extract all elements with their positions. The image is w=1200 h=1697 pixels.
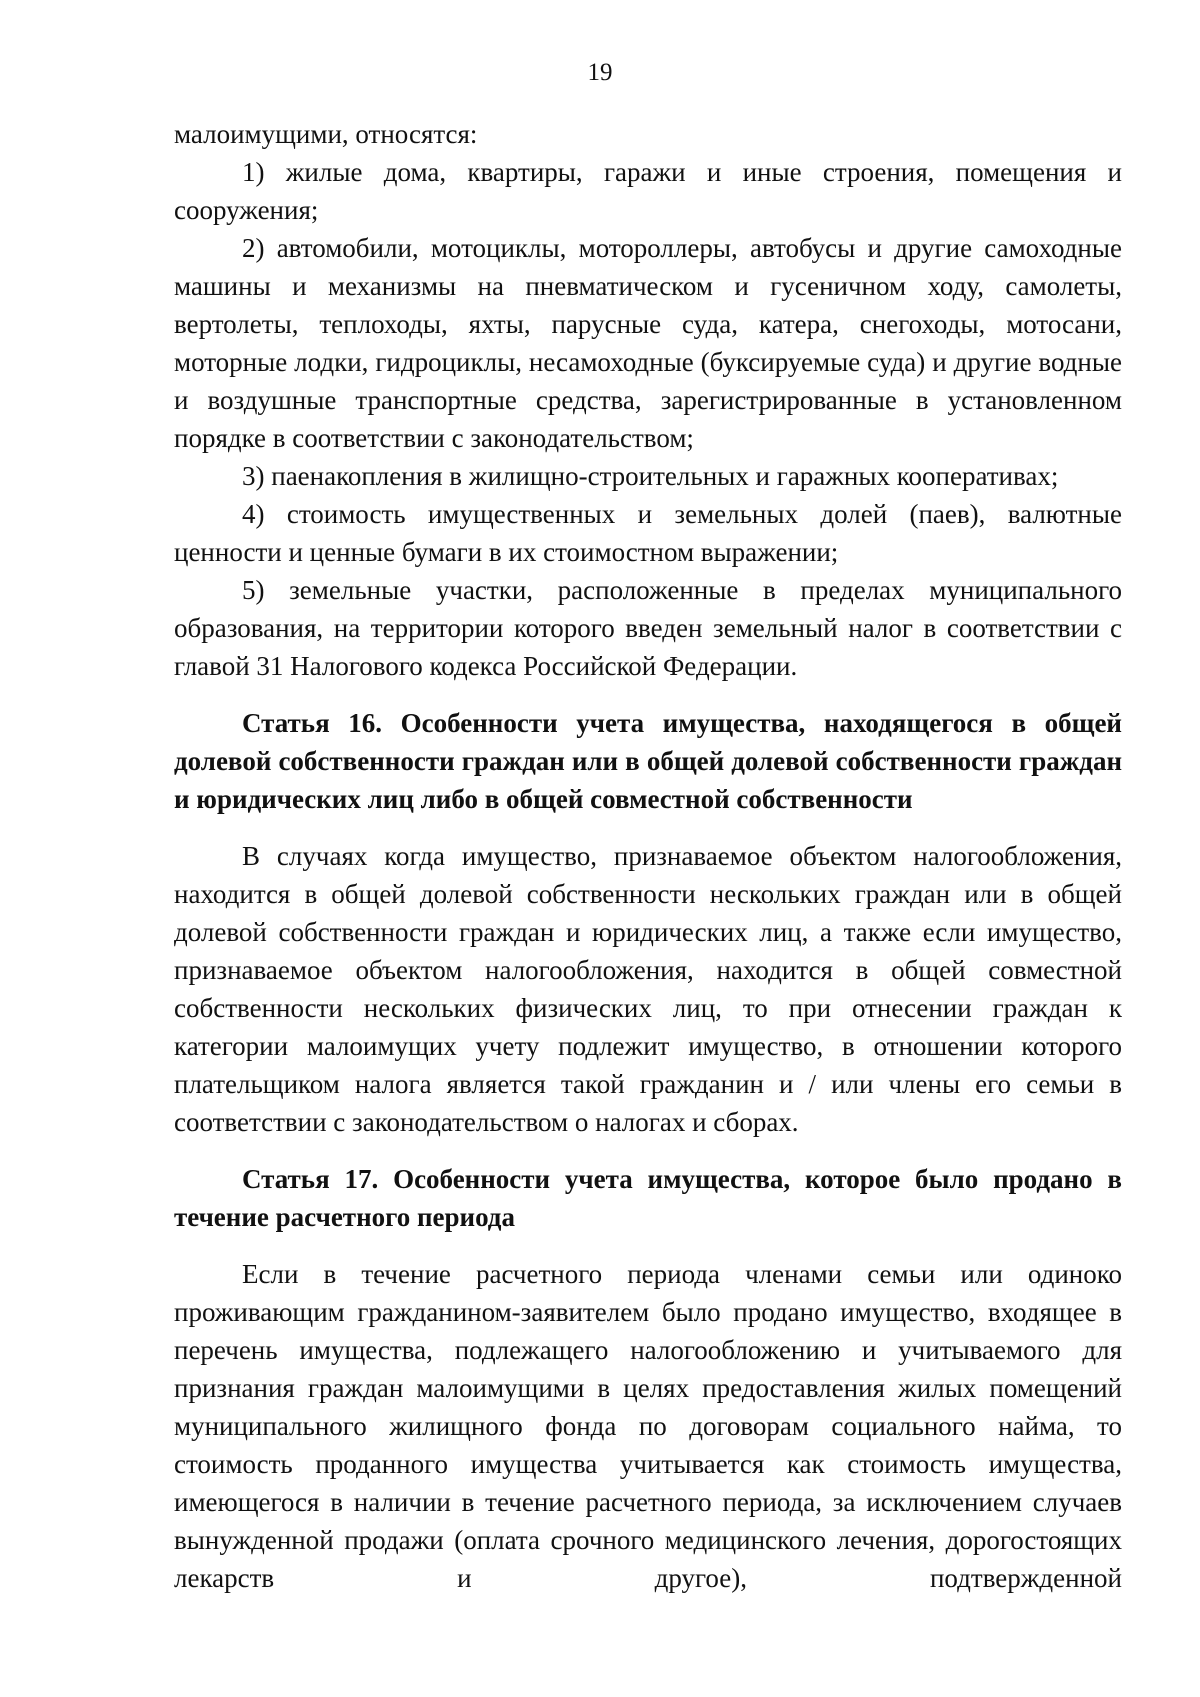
list-item-3: 3) паенакопления в жилищно-строительных и гаражных кооперативах; [242, 461, 1059, 491]
list-item-5: 5) земельные участки, расположенные в пределах муниципального образования, на территории которого введен земельный налог в соответствии с главой 31 Налогового кодекса Российской Федерации. [174, 575, 1122, 681]
article-16-text: В случаях когда имущество, признаваемое объектом налогообложения, находится в общей долевой собственности нескольких граждан или в общей долевой собственности граждан и юридических лиц, а также если имущество, признаваемое объектом налогообложения, находится в общей совместной собственности нескольких физических лиц, то при отнесении граждан к категории малоимущих учету подлежит имущество, в отношении которого плательщиком налога является такой гражданин и / или члены его семьи в соответствии с законодательством о налогах и сборах. [174, 841, 1122, 1137]
intro-line: малоимущими, относятся: [174, 119, 478, 149]
document-body [174, 115, 1122, 1597]
article-16-heading: Статья 16. Особенности учета имущества, находящегося в общей долевой собственности граждан или в общей долевой собственности граждан и юридических лиц либо в общей совместной собственности [174, 708, 1122, 814]
article-17-text: Если в течение расчетного периода членами семьи или одиноко проживающим гражданином-заявителем было продано имущество, входящее в перечень имущества, подлежащего налогообложению и учитываемого для признания граждан малоимущими в целях предоставления жилых помещений муниципального жилищного фонда по договорам социального найма, то стоимость проданного имущества учитывается как стоимость имущества, имеющегося в наличии в течение расчетного периода, за исключением случаев вынужденной продажи (оплата срочного медицинского лечения, дорогостоящих лекарств и другое), подтвержденной [174, 1259, 1122, 1593]
list-item-2: 2) автомобили, мотоциклы, мотороллеры, автобусы и другие самоходные машины и механизмы на пневматическом и гусеничном ходу, самолеты, вертолеты, теплоходы, яхты, парусные суда, катера, снегоходы, мотосани, моторные лодки, гидроциклы, несамоходные (буксируемые суда) и другие водные и воздушные транспортные средства, зарегистрированные в установленном порядке в соответствии с законодательством; [174, 233, 1122, 453]
list-item-1: 1) жилые дома, квартиры, гаражи и иные строения, помещения и сооружения; [174, 157, 1122, 225]
page-number: 19 [587, 59, 613, 86]
list-item-4: 4) стоимость имущественных и земельных долей (паев), валютные ценности и ценные бумаги в их стоимостном выражении; [174, 499, 1122, 567]
article-17-heading: Статья 17. Особенности учета имущества, которое было продано в течение расчетного периода [174, 1164, 1122, 1232]
